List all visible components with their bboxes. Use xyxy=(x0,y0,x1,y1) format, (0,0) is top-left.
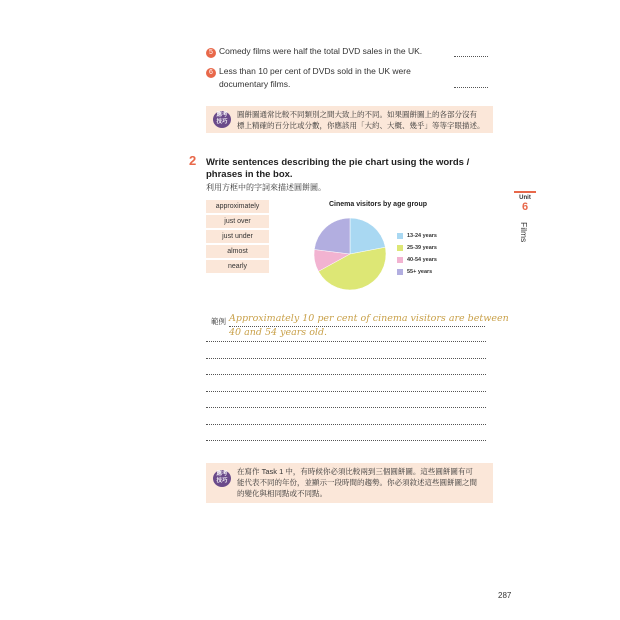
example-underline xyxy=(206,341,486,342)
pie-slice-55-years xyxy=(314,218,350,254)
legend-swatch xyxy=(397,269,403,275)
legend-label: 13-24 years xyxy=(407,233,437,239)
unit-label: Unit xyxy=(519,195,531,201)
exam-tip-text xyxy=(237,109,489,131)
section-subtitle: 利用方框中的字詞來描述圓餅圖。 xyxy=(206,183,326,192)
answer-blank[interactable] xyxy=(454,56,488,57)
exam-tip-badge-icon xyxy=(213,111,231,128)
badge-line: 技巧 xyxy=(216,119,228,125)
answer-blank[interactable] xyxy=(454,87,488,88)
question-5 xyxy=(206,45,496,58)
example-line: 40 and 54 years old. xyxy=(229,327,328,338)
writing-line[interactable] xyxy=(206,391,486,392)
question-number: 5 xyxy=(206,48,216,58)
question-text: Comedy films were half the total DVD sales in the UK. xyxy=(219,46,423,56)
section-title xyxy=(206,157,506,181)
writing-line[interactable] xyxy=(206,407,486,408)
badge-line: 技巧 xyxy=(216,478,228,484)
word-box-item: almost xyxy=(206,245,269,258)
legend-label: 25-39 years xyxy=(407,245,437,251)
legend-swatch xyxy=(397,233,403,239)
legend-swatch xyxy=(397,245,403,251)
example-underline xyxy=(229,326,485,327)
tip-line: 標上精確的百分比或分數，你應該用「大約、大概、幾乎」等等字眼描述。 xyxy=(237,121,485,130)
section-number: 2 xyxy=(189,153,197,168)
word-box-item: just over xyxy=(206,215,269,228)
tip-line: 圓餅圖通常比較不同類別之間大致上的不同。如果圓餅圖上的各部分沒有 xyxy=(237,110,477,119)
example-label: 範例 xyxy=(211,317,226,326)
pie-chart xyxy=(310,214,390,294)
writing-line[interactable] xyxy=(206,358,486,359)
exam-tip-text xyxy=(237,466,489,499)
unit-name-text: Films xyxy=(519,222,529,243)
question-6 xyxy=(206,65,496,90)
tip-line: 能代表不同的年份，並顯示一段時間的趨勢。你必須敘述這些圓餅圖之間 xyxy=(237,478,477,487)
badge-line: 應考 xyxy=(216,471,228,477)
legend-label: 40-54 years xyxy=(407,257,437,263)
exam-tip-box xyxy=(206,463,493,503)
question-text: documentary films. xyxy=(219,79,291,89)
chart-title: Cinema visitors by age group xyxy=(328,201,428,208)
unit-name xyxy=(507,222,529,252)
section-title-line: Write sentences describing the pie chart using the words / xyxy=(206,157,470,168)
exam-tip-box xyxy=(206,106,493,133)
unit-tab-rule xyxy=(514,191,536,193)
page-number: 287 xyxy=(498,591,512,600)
legend-swatch xyxy=(397,257,403,263)
word-box-item: nearly xyxy=(206,260,269,273)
writing-line[interactable] xyxy=(206,424,486,425)
example-line: Approximately 10 per cent of cinema visitors are between xyxy=(229,313,509,324)
section-title-line: phrases in the box. xyxy=(206,169,293,180)
exam-tip-badge-icon xyxy=(213,470,231,487)
legend-label: 55+ years xyxy=(407,269,433,275)
writing-line[interactable] xyxy=(206,374,486,375)
writing-line[interactable] xyxy=(206,440,486,441)
question-text: Less than 10 per cent of DVDs sold in the UK were xyxy=(219,66,411,76)
tip-line: 的變化與相同點或不同點。 xyxy=(237,489,327,498)
badge-line: 應考 xyxy=(216,112,228,118)
tip-line: 在寫作 Task 1 中，有時候你必須比較兩到三個圓餅圖。這些圓餅圖有可 xyxy=(237,467,473,476)
question-number: 6 xyxy=(206,68,216,78)
word-box-item: approximately xyxy=(206,200,269,213)
unit-number: 6 xyxy=(521,201,529,213)
word-box-item: just under xyxy=(206,230,269,243)
